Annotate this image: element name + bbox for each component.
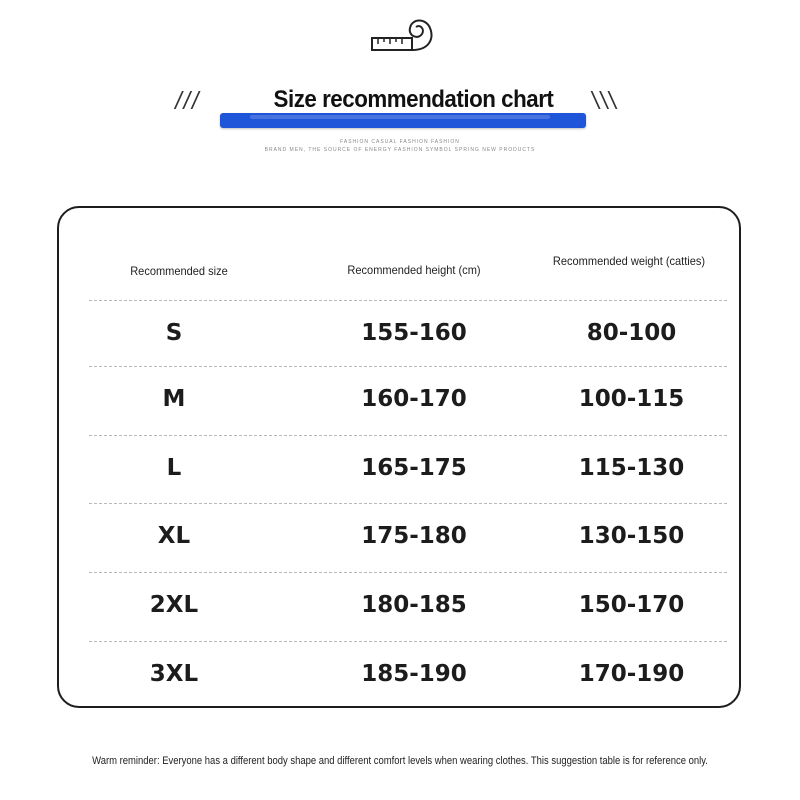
table-row (89, 572, 727, 641)
warm-reminder-note: Warm reminder: Everyone has a different body shape and different comfort levels when wearing clothes. This suggestion table is for reference only. (92, 755, 708, 767)
weight-cell: 115-130 (578, 455, 685, 481)
weight-cell: 170-190 (578, 661, 685, 687)
size-table-card (57, 206, 741, 708)
height-cell: 165-175 (361, 455, 467, 481)
size-cell: 3XL (149, 661, 199, 687)
subtitle-line-1: FASHION CASUAL FASHION FASHION (340, 139, 460, 145)
size-cell: M (162, 386, 186, 412)
page-title: Size recommendation chart (28, 86, 799, 114)
height-cell: 160-170 (361, 386, 467, 412)
column-header-size: Recommended size (130, 264, 228, 278)
size-cell: S (165, 320, 183, 346)
weight-cell: 100-115 (578, 386, 685, 412)
column-header-weight: Recommended weight (catties) (552, 254, 706, 268)
size-cell: XL (157, 523, 191, 549)
table-row (89, 300, 727, 369)
size-cell: 2XL (149, 592, 199, 618)
subtitle-line-2: BRAND MEN, THE SOURCE OF ENERGY FASHION SYMBOL SPRING NEW PRODUCTS (264, 147, 536, 153)
table-row (89, 503, 727, 572)
height-cell: 175-180 (361, 523, 467, 549)
height-cell: 155-160 (361, 320, 467, 346)
weight-cell: 130-150 (578, 523, 685, 549)
measuring-tape-icon (368, 14, 438, 56)
height-cell: 180-185 (361, 592, 467, 618)
weight-cell: 80-100 (586, 320, 677, 346)
table-row (89, 641, 727, 710)
table-header-row (59, 208, 739, 301)
decorative-slashes-right: \\\ (590, 88, 620, 113)
decorative-slashes-left: /// (173, 88, 203, 113)
table-row (89, 435, 727, 504)
table-row (89, 366, 727, 435)
column-header-height: Recommended height (cm) (347, 263, 481, 277)
height-cell: 185-190 (361, 661, 467, 687)
weight-cell: 150-170 (578, 592, 685, 618)
title-banner (220, 113, 586, 128)
size-cell: L (166, 455, 182, 481)
